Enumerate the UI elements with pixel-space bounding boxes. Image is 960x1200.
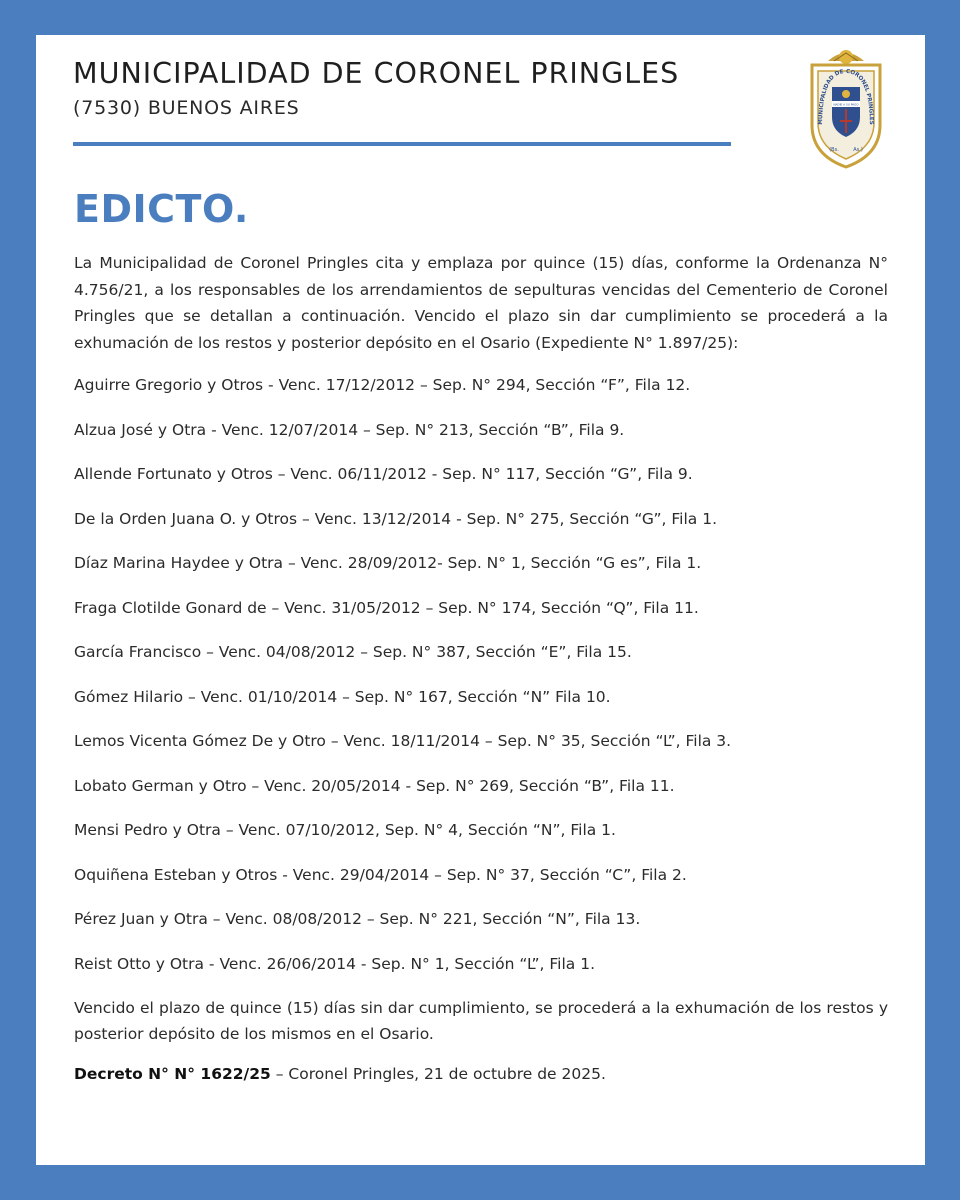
- list-item: Díaz Marina Haydee y Otra – Venc. 28/09/2012- Sep. N° 1, Sección “G es”, Fila 1.: [74, 554, 702, 572]
- list-item: Aguirre Gregorio y Otros - Venc. 17/12/2012 – Sep. N° 294, Sección “F”, Fila 12.: [74, 376, 691, 394]
- seal-bottom-right: As.): [853, 147, 863, 153]
- list-item: Allende Fortunato y Otros – Venc. 06/11/2012 - Sep. N° 117, Sección “G”, Fila 9.: [74, 465, 693, 483]
- list-item: De la Orden Juana O. y Otros – Venc. 13/12/2014 - Sep. N° 275, Sección “G”, Fila 1.: [74, 509, 718, 528]
- closing-paragraph: Vencido el plazo de quince (15) días sin dar cumplimiento, se procederá a la exhumación de los restos y posterior depósito de los mismos en el Osario.: [74, 999, 888, 1043]
- list-item: Fraga Clotilde Gonard de – Venc. 31/05/2012 – Sep. N° 174, Sección “Q”, Fila 11.: [74, 598, 699, 617]
- header-divider: [73, 142, 731, 146]
- seal-ring-text: MUNICIPALIDAD DE CORONEL PRINGLES: [817, 68, 874, 125]
- municipality-title: MUNICIPALIDAD DE CORONEL PRINGLES: [73, 57, 680, 90]
- list-item: Oquiñena Esteban y Otros - Venc. 29/04/2014 – Sep. N° 37, Sección “C”, Fila 2.: [74, 865, 687, 884]
- entries-list: [74, 372, 888, 995]
- list-item: Lemos Vicenta Gómez De y Otro – Venc. 18/11/2014 – Sep. N° 35, Sección “L”, Fila 3.: [74, 732, 732, 750]
- seal-crest: [828, 50, 864, 64]
- municipal-seal-icon: [804, 43, 888, 175]
- list-item: Lobato German y Otro – Venc. 20/05/2014 - Sep. N° 269, Sección “B”, Fila 11.: [74, 776, 675, 795]
- edict-body: [74, 250, 888, 1083]
- list-item: Gómez Hilario – Venc. 01/10/2014 – Sep. N° 167, Sección “N” Fila 10.: [74, 687, 611, 706]
- document-heading: EDICTO.: [74, 187, 249, 231]
- seal-band-text: NADIE A SU PAGO: [833, 102, 859, 107]
- seal-bottom-left: (Bs.: [829, 147, 839, 153]
- decree-line: [74, 1065, 888, 1083]
- list-item: Reist Otto y Otra - Venc. 26/06/2014 - Sep. N° 1, Sección “L”, Fila 1.: [74, 954, 596, 973]
- list-item: García Francisco – Venc. 04/08/2012 – Sep. N° 387, Sección “E”, Fila 15.: [74, 643, 632, 661]
- list-item: Mensi Pedro y Otra – Venc. 07/10/2012, Sep. N° 4, Sección “N”, Fila 1.: [74, 821, 616, 839]
- decree-place-date: – Coronel Pringles, 21 de octubre de 2025.: [270, 1065, 606, 1083]
- edict-card: [36, 35, 925, 1165]
- intro-paragraph: La Municipalidad de Coronel Pringles cita y emplaza por quince (15) días, conforme la Ordenanza N° 4.756/21, a los responsables de los arrendamientos de sepulturas vencidas del Cementerio de Coronel Pringles que se detallan a continuación. Vencido el plazo sin dar cumplimiento se procederá a la exhumación de los restos y posterior depósito en el Osario (Expediente N° 1.897/25):: [74, 254, 888, 352]
- list-item: Pérez Juan y Otra – Venc. 08/08/2012 – Sep. N° 221, Sección “N”, Fila 13.: [74, 910, 641, 928]
- list-item: Alzua José y Otra - Venc. 12/07/2014 – Sep. N° 213, Sección “B”, Fila 9.: [74, 420, 625, 439]
- decree-number: Decreto N° N° 1622/25: [74, 1065, 271, 1083]
- municipality-location: (7530) BUENOS AIRES: [73, 97, 300, 119]
- letterhead: [73, 57, 733, 121]
